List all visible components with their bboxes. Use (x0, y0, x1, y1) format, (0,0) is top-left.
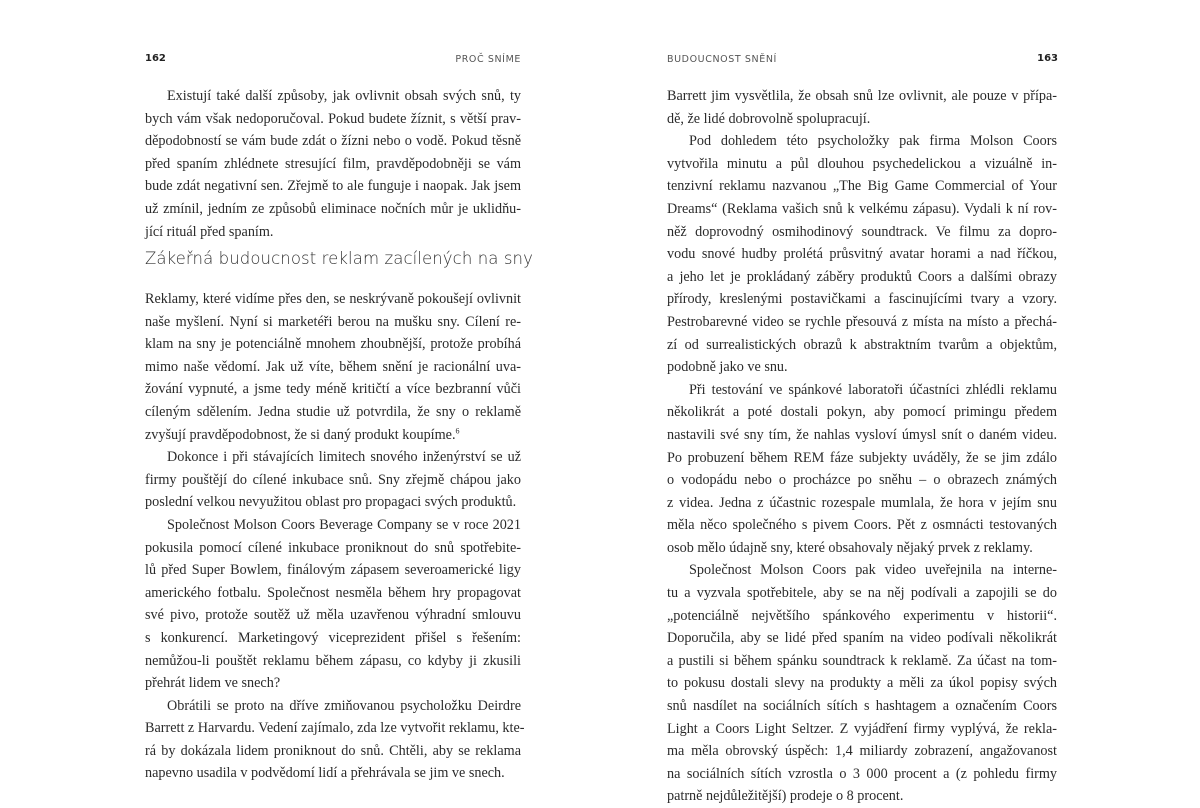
text-line: na sociálních sítích vzrostla o 3 000 procent a (z pohledu firmy (667, 765, 1057, 782)
text-line: dě, že lidé dobrovolně spolupracují. (667, 110, 871, 127)
text-line: amerického fotbalu. Společnost nesměla během hry propagovat (145, 584, 521, 601)
text-line: poslední velkou nevyužitou oblast pro propagaci svých produktů. (145, 494, 517, 511)
text-line: mimo naše vědomí. Jak už víte, během snění je racionální uva- (145, 358, 521, 375)
paragraph (145, 85, 521, 243)
text-line: přírody, kreslenými postavičkami a fascinujícími tvary a vzory. (667, 291, 1057, 308)
text-line: Při testování ve spánkové laboratoři účastníci zhlédli reklamu (689, 381, 1057, 398)
text-line: o vodopádu nebo o procházce po sněhu – o obrazech známých (667, 472, 1057, 489)
text-line: Po probuzení během REM fáze subjekty uváděly, že se jim zdálo (667, 449, 1057, 466)
text-line: Dokonce i při stávajících limitech snového inženýrství se už (167, 449, 521, 466)
text-line: měla něco společného s pivem Coors. Pět z osmnácti testovaných (667, 517, 1057, 534)
text-line: přehrát lidem ve snech? (145, 675, 281, 692)
page-number: 162 (145, 53, 166, 64)
paragraph (667, 85, 1057, 130)
text-line: své pivo, protože soutěž už měla uzavřenou výhradní smlouvu (145, 607, 521, 624)
footnote-reference: 6 (455, 425, 460, 435)
text-line: Společnost Molson Coors pak video uveřejnila na interne- (689, 562, 1057, 579)
section-heading: Zákeřná budoucnost reklam zacílených na sny (145, 249, 533, 268)
paragraph (667, 130, 1057, 379)
paragraph (145, 288, 521, 446)
text-line: Společnost Molson Coors Beverage Company se v roce 2021 (167, 516, 521, 533)
text-line: Obrátili se proto na dříve zmiňovanou psycholožku Deirdre (167, 697, 521, 714)
text-line: vytvořila minutu a půl dlouhou psychedelickou a vizuálně in- (667, 155, 1057, 172)
text-line: naše myšlení. Nyní si marketéři berou na mušku sny. Cílení re- (145, 313, 521, 330)
text-line: snů nasdílet na sociálních sítích s hashtagem a označením Coors (667, 698, 1057, 715)
text-line: Pod dohledem této psycholožky pak firma Molson Coors (689, 133, 1057, 150)
paragraph (667, 379, 1057, 560)
text-line: jící rituál před spaním. (145, 223, 274, 240)
paragraph (145, 446, 521, 514)
text-line: a jeho let je prokládaný záběry produktů Coors a dalšími obrazy (667, 268, 1057, 285)
text-line: Existují také další způsoby, jak ovlivnit obsah svých snů, ty (167, 88, 521, 104)
text-line: před spaním zhlédnete stresující film, pravděpodobněji se vám (145, 155, 521, 172)
text-line: něž doprovodný osmihodinový soundtrack. Ve filmu za dopro- (667, 223, 1057, 240)
text-line: Pestrobarevné video se rychle přesouvá z místa na místo a přechá- (667, 313, 1057, 330)
text-line: firmy pouštějí do cílené inkubace snů. Sny zřejmě chápou jako (145, 471, 521, 488)
text-line: Barrett z Harvardu. Vedení zajímalo, zda lze vytvořit reklamu, kte- (145, 720, 525, 737)
text-line: nastavili své sny tím, že nahlas vysloví úmysl snít o daném videu. (667, 426, 1057, 443)
text-line: už zmínil, jedním ze způsobů eliminace nočních můr je uklidňu- (145, 200, 521, 217)
text-line: vodu snové hudby prolétá průsvitný avatar horami a nad říčkou, (667, 246, 1057, 263)
running-head: PROČ SNÍME (455, 54, 521, 65)
paragraph-other-ways (145, 85, 521, 243)
text-line: Dreams“ (Reklama vašich snů k velkému zápasu). Vydali k ní rov- (667, 200, 1057, 217)
text-line: ma měla obrovský úspěch: 1,4 miliardy zobrazení, angažovanost (667, 743, 1057, 760)
running-head: BUDOUCNOST SNĚNÍ (667, 54, 777, 65)
paragraph (145, 695, 525, 785)
paragraph (667, 559, 1057, 808)
right-page (600, 0, 1200, 805)
text-line: žování vypnuté, a jsme tedy méně kritičtí a více bezbranní vůči (145, 381, 521, 398)
text-line: nemůžou-li pouštět reklamu během zápasu, co kdyby ji zkusili (145, 652, 521, 669)
text-line: to pokusu dostali slevy na produkty a měli za úkol popisy svých (667, 675, 1057, 692)
text-line: zvyšují pravděpodobnost, že si daný produkt koupíme.$^6$ (145, 425, 460, 443)
text-line: s konkurencí. Marketingový viceprezident přišel s řešením: (145, 629, 521, 646)
text-line: bych vám však nedoporučoval. Pokud budete žíznit, s větší prav- (145, 110, 521, 127)
text-line: tenzivní reklamu nazvanou „The Big Game Commercial of Your (667, 178, 1057, 195)
text-line: a pustili si během spánku soundtrack k reklamě. Za účast na tom- (667, 652, 1057, 669)
text-line: pokusila pomocí cílené inkubace proniknout do snů spotřebite- (145, 539, 521, 556)
text-line: zí od surrealistických obrazů k abstraktním tvarům a objektům, (667, 336, 1057, 353)
text-line: tu a vyzvala spotřebitele, aby se na něj podívali a zapojili se do (667, 585, 1057, 602)
text-line: několikrát a poté dostali pokyn, aby pomocí primingu předem (667, 404, 1057, 421)
text-line: klam na sny je potenciálně mnohem zhoubnější, protože probíhá (145, 336, 521, 353)
section-body (145, 288, 525, 785)
text-line: rá by dokázala lidem proniknout do snů. Chtěli, aby se reklama (145, 742, 521, 759)
text-line: cíleným sdělením. Jedna studie už potvrdila, že sny o reklamě (145, 403, 521, 420)
paragraph (145, 514, 521, 695)
page-number: 163 (1037, 53, 1058, 64)
text-line: děpodobností se vám bude zdát o žízni nebo o vodě. Pokud těsně (145, 133, 521, 150)
text-line: „potenciálně největšího spánkového experimentu v historii“. (667, 607, 1057, 624)
text-line: patrně nejdůležitější) prodeje o 8 procent. (667, 788, 904, 805)
text-line: osob mělo údajně sny, které obsahovaly nějaký prvek z reklamy. (667, 539, 1033, 556)
text-line: Doporučila, aby se lidé před spaním na video podívali několikrát (667, 630, 1057, 647)
text-line: lů před Super Bowlem, finálovým zápasem severoamerické ligy (145, 562, 521, 579)
text-line: z videa. Jedna z účastnic rozespale mumlala, že hora v jejím snu (667, 494, 1057, 511)
text-line: podobně jako ve snu. (667, 359, 788, 376)
text-line: Light a Coors Light Seltzer. Z vyjádření firmy vyplývá, že rekla- (667, 720, 1057, 737)
text-line: Barrett jim vysvětlila, že obsah snů lze ovlivnit, ale pouze v přípa- (667, 88, 1057, 104)
text-line: bude zdát negativní sen. Zřejmě to ale funguje i naopak. Jak jsem (145, 178, 521, 195)
page-body (667, 85, 1057, 808)
text-line: Reklamy, které vidíme přes den, se neskrývaně pokoušejí ovlivnit (145, 291, 521, 307)
left-page (0, 0, 600, 800)
text-line: napevno usadila v podvědomí lidí a přehrávala se jim ve snech. (145, 765, 505, 782)
